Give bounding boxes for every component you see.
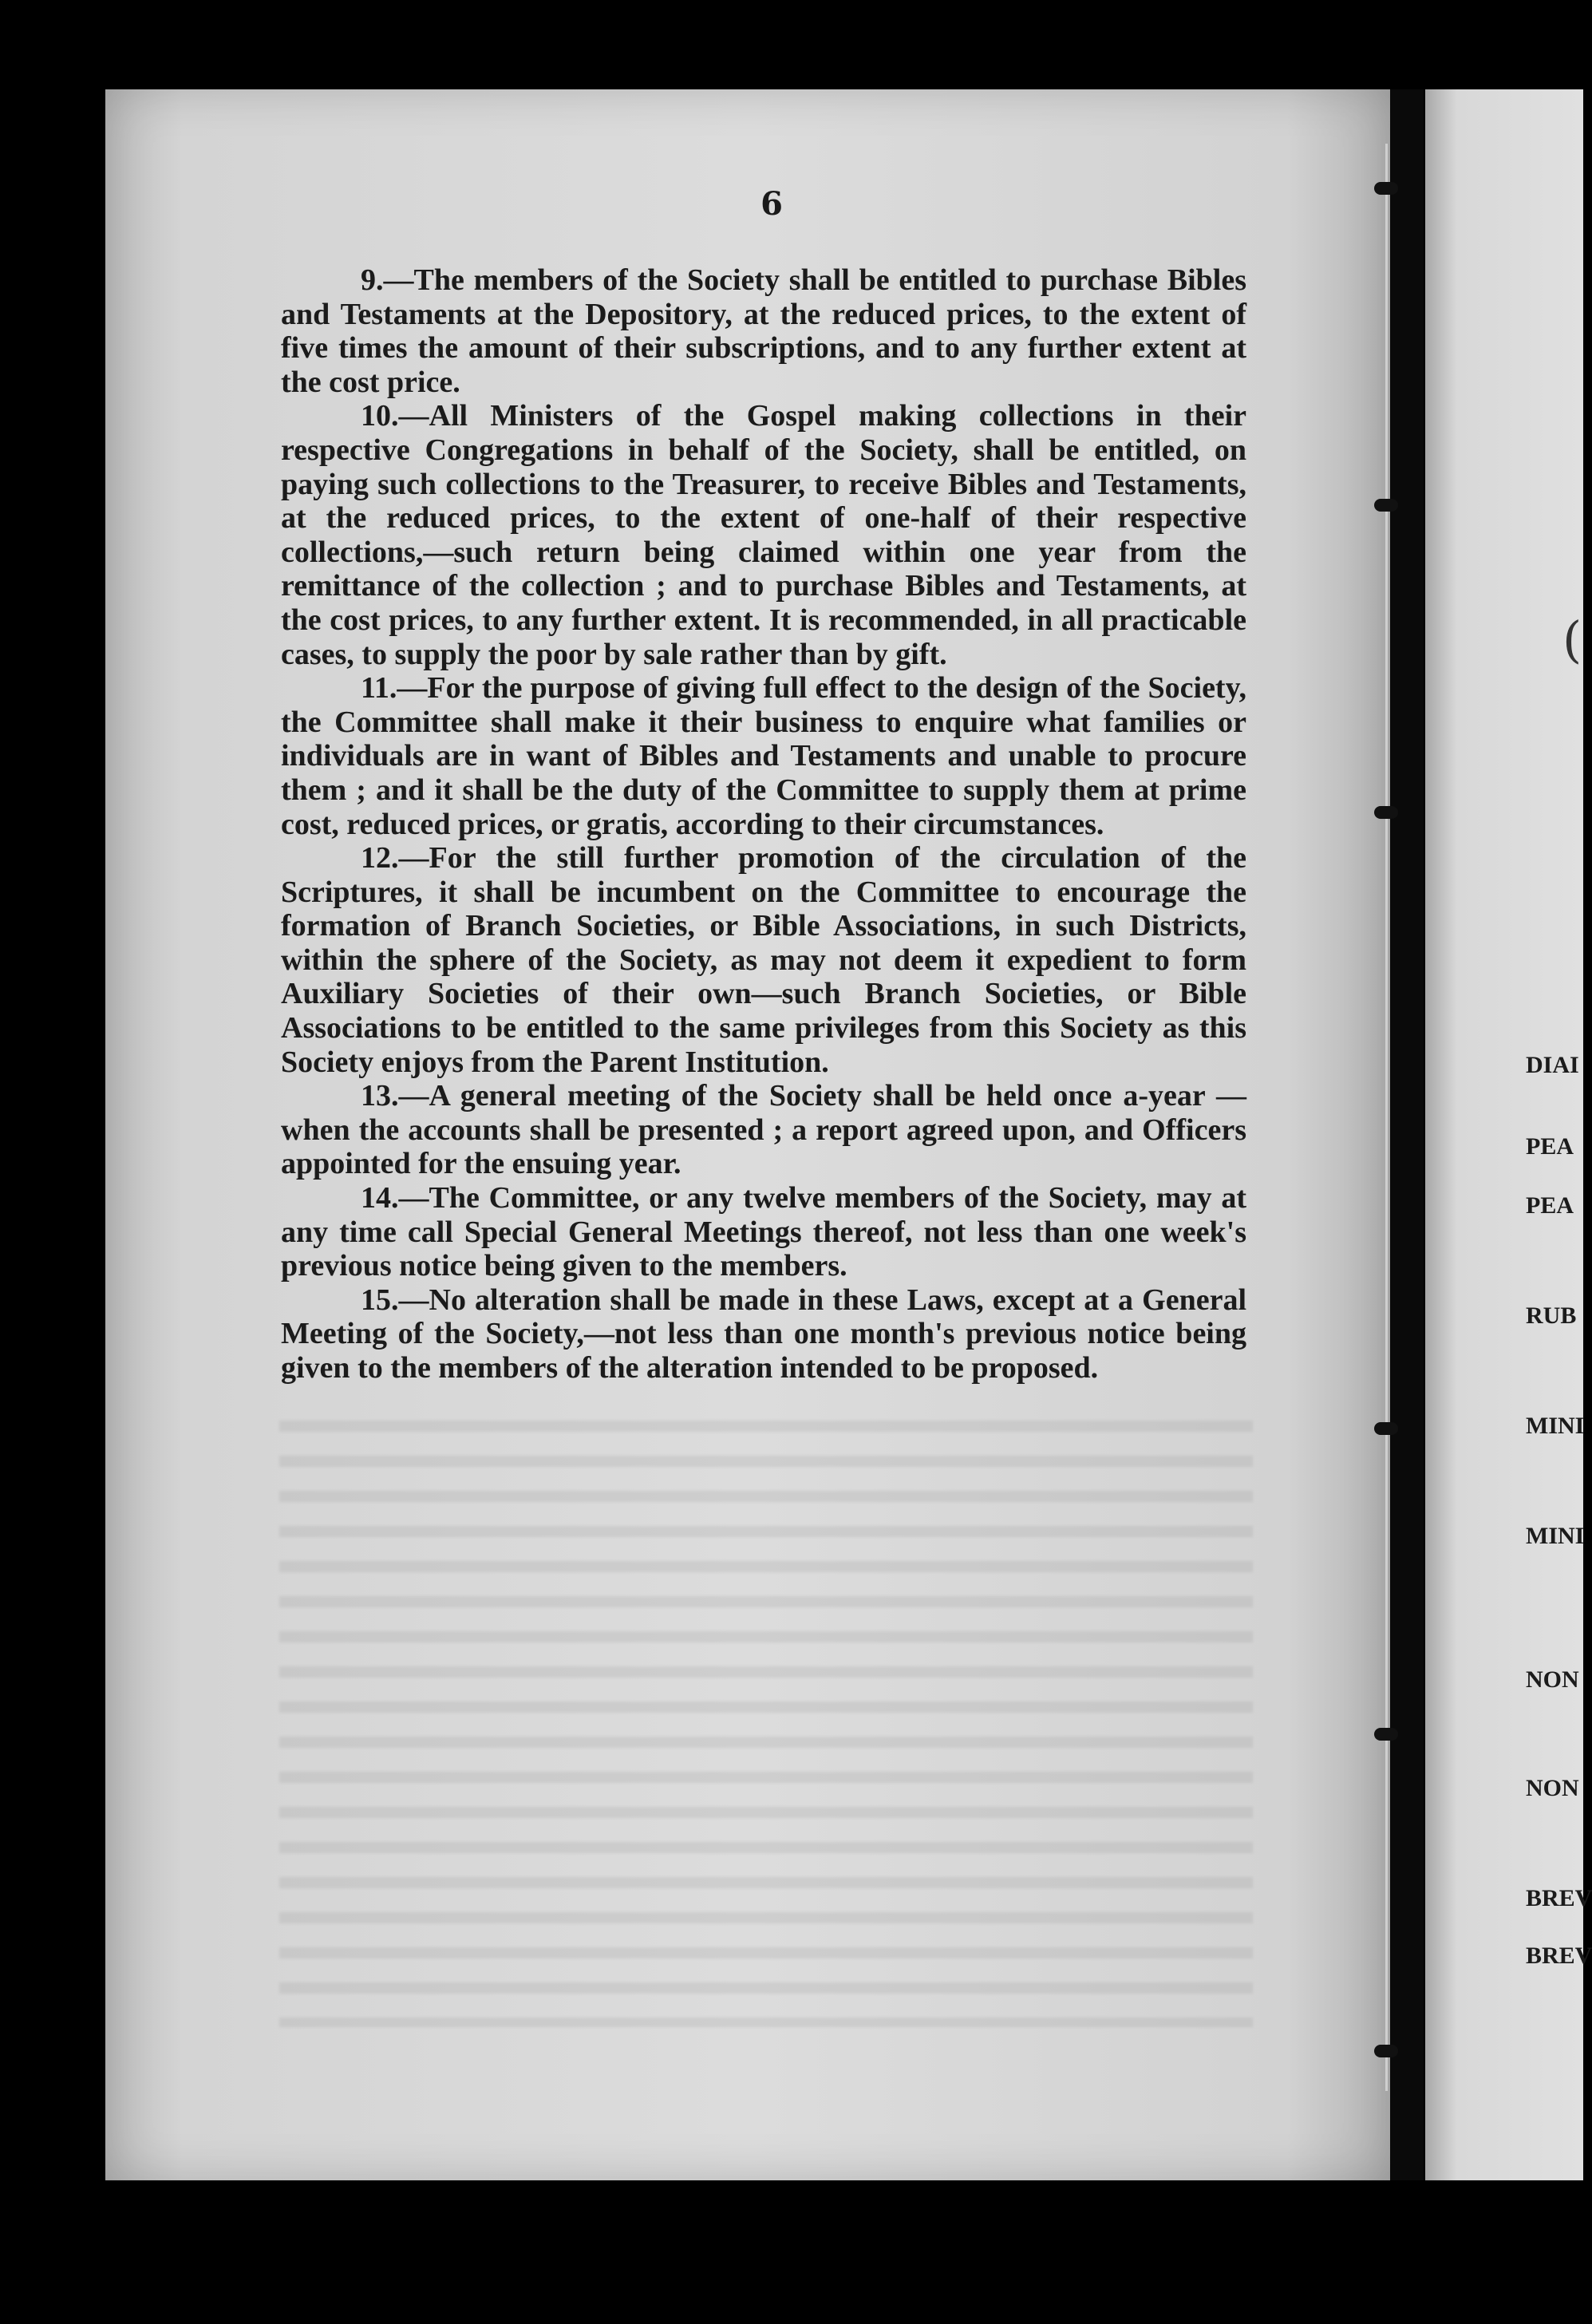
binding-stitch	[1374, 499, 1398, 512]
paragraph-14	[281, 1181, 1246, 1283]
binding-stitch	[1374, 2045, 1398, 2057]
binding-stitch	[1374, 1728, 1398, 1741]
paragraph-11-text: 11.—For the purpose of giving full effect to the design of the Society, the Committee shall make it their business to enquire what families or individuals are in want of Bibles and Testaments and unable to procure them ; and it shall be the duty of the Committee to supply them at prime cost, reduced prices, or gratis, according to their circumstances.	[281, 671, 1246, 841]
right-page-word: PEA	[1526, 1192, 1574, 1219]
page-body	[281, 263, 1246, 1385]
binding-thread	[1385, 144, 1388, 2091]
binding-stitch	[1374, 1422, 1398, 1435]
paragraph-9-text: 9.—The members of the Society shall be entitled to purchase Bibles and Testaments at the Depository, at the reduced prices, to the extent of five times the amount of their subscriptions, and to any further extent at the cost price.	[281, 263, 1246, 399]
right-page-word: NON	[1526, 1775, 1579, 1801]
bleed-through-text	[279, 1421, 1253, 2027]
paragraph-15	[281, 1283, 1246, 1385]
paragraph-10-text: 10.—All Ministers of the Gospel making collections in their respective Congregations in behalf of the Society, shall be entitled, on paying such collections to the Treasurer, to receive Bibles and Testaments, at the reduced prices, to the extent of one-half of their respective collections,—such return being claimed within one year from the remittance of the collection ; and to purchase Bibles and Testaments, at the cost prices, to any further extent. It is recommended, in all practicable cases, to supply the poor by sale rather than by gift.	[281, 399, 1246, 671]
paragraph-12	[281, 841, 1246, 1079]
right-page-word: DIAI	[1526, 1052, 1579, 1078]
right-page-word: PEA	[1526, 1133, 1574, 1160]
paragraph-13-text: 13.—A general meeting of the Society shall be held once a-year —when the accounts shall be presented ; a report agreed upon, and Officers appointed for the ensuing year.	[281, 1079, 1246, 1181]
paragraph-10	[281, 399, 1246, 671]
binding-stitch	[1374, 806, 1398, 819]
right-page-word: BREV	[1526, 1885, 1592, 1911]
right-page-word: RUB	[1526, 1302, 1577, 1329]
binding-stitch	[1374, 182, 1398, 195]
right-page-word: MINI	[1526, 1523, 1585, 1549]
right-page-word: BREV	[1526, 1943, 1592, 1969]
right-page-bracket: (	[1562, 611, 1582, 669]
book-binding	[1390, 89, 1424, 2180]
paragraph-15-text: 15.—No alteration shall be made in these Laws, except at a General Meeting of the Society,—not less than one month's previous notice being given to the members of the alteration intended to be proposed.	[281, 1283, 1246, 1385]
paragraph-11	[281, 671, 1246, 841]
paragraph-14-text: 14.—The Committee, or any twelve members of the Society, may at any time call Special General Meetings thereof, not less than one week's previous notice being given to the members.	[281, 1181, 1246, 1283]
paragraph-12-text: 12.—For the still further promotion of the circulation of the Scriptures, it shall be incumbent on the Committee to encourage the formation of Branch Societies, or Bible Associations, in such Districts, within the sphere of the Society, as may not deem it expedient to form Auxiliary Societies of their own—such Branch Societies, or Bible Associations to be entitled to the same privileges from this Society as this Society enjoys from the Parent Institution.	[281, 841, 1246, 1079]
page-number: 6	[760, 185, 783, 223]
right-page-word: MINI	[1526, 1413, 1585, 1439]
paragraph-13	[281, 1079, 1246, 1181]
paragraph-9	[281, 263, 1246, 399]
right-page-word: NON	[1526, 1666, 1579, 1693]
